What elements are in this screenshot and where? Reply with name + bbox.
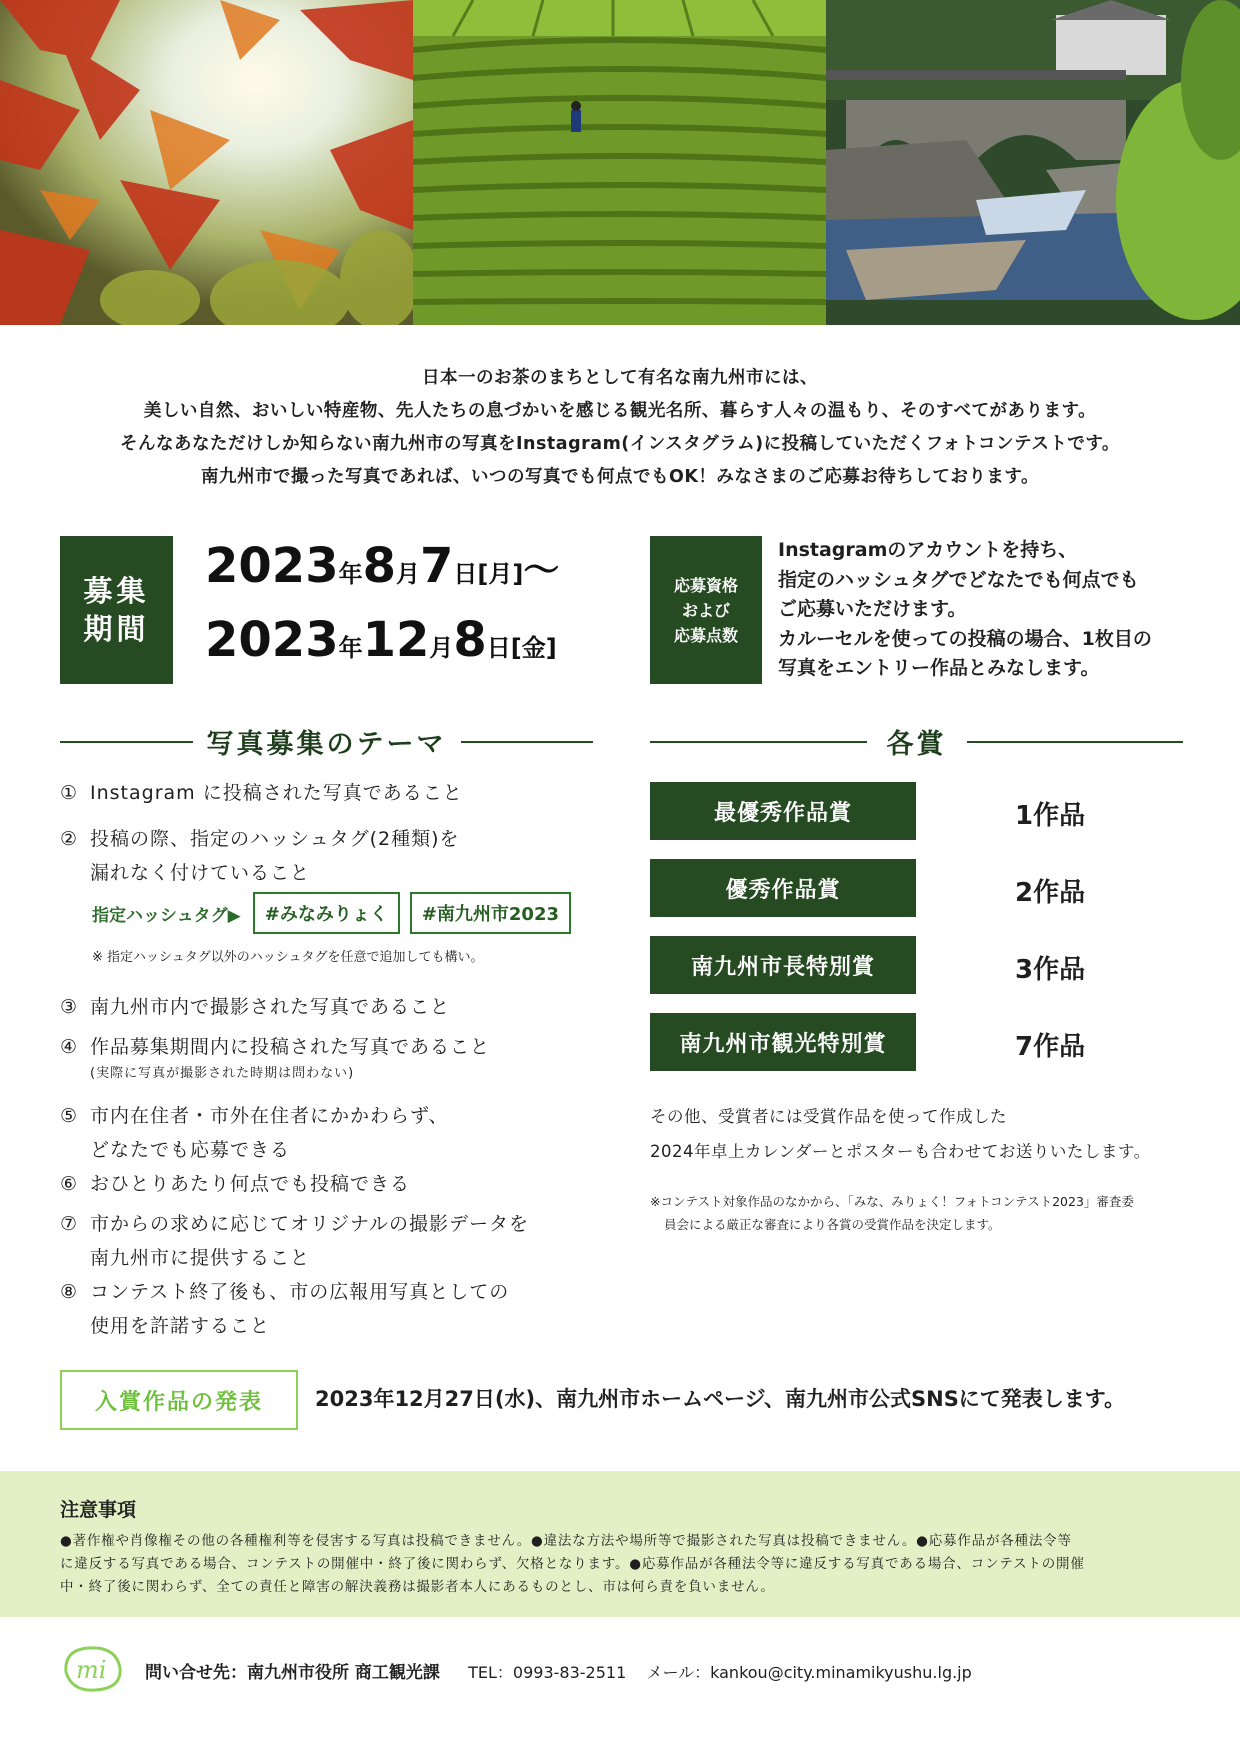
theme-heading [60,722,593,761]
caution-body: ●著作権や肖像権その他の各種権利等を侵害する写真は投稿できません。●違法な方法や場所等で撮影された写真は投稿できません。●応募作品が各種法令等 に違反する写真である場合、コンテストの開催中・終了後に関わらず、欠格となります。●応募作品が各種法令等に違反する写真である場合、コンテストの開催 中・終了後に関わらず、全ての責任と障害の解決義務は撮影者本人にあるものとし、市は何ら責を負いません。 [60,1533,1085,1595]
contact-mail[interactable]: メール：kankou@city.minamikyushu.lg.jp [646,1663,972,1682]
theme-item: ④ 作品募集期間内に投稿された写真であること (実際に写真が撮影された時期は問わない) [60,1036,491,1081]
hashtag-note: ※ 指定ハッシュタグ以外のハッシュタグを任意で追加しても構い。 [92,950,484,965]
minamiryoku-logo [58,1642,128,1694]
period-end-date: 2023年12月8日[金] [205,612,557,668]
announcement-text: 2023年12月27日(水)、南九州市ホームページ、南九州市公式SNSにて発表します。 [315,1387,1126,1411]
award-count: 2作品 [1015,878,1086,908]
period-start-date: 2023年8月7日[月]〜 [205,538,560,594]
theme-item: ② 投稿の際、指定のハッシュタグ(2種類)を 漏れなく付けていること [60,828,460,884]
contact-tel: TEL：0993-83-2511 [468,1663,627,1682]
photo-autumn-leaves [0,0,413,325]
intro-line: 南九州市で撮った写真であれば、いつの写真でも何点でもOK！みなさまのご応募お待ちしております。 [200,467,1040,487]
award-count: 7作品 [1015,1032,1086,1062]
theme-item: ⑤ 市内在住者・市外在住者にかかわらず、 どなたでも応募できる [60,1105,449,1161]
period-label-text: 募集期間 [83,574,150,646]
awards-title: 各賞 [886,729,947,760]
hashtag-label: 指定ハッシュタグ▶ [92,905,241,926]
hashtag-minamiryoku: #みなみりょく [253,892,400,934]
intro-line: 美しい自然、おいしい特産物、先人たちの息づかいを感じる観光名所、暮らす人々の温もり、そのすべてがあります。 [143,401,1097,421]
award-count: 3作品 [1015,955,1086,985]
awards-heading [650,722,1183,761]
intro-text [0,362,1240,494]
photo-tea-field [413,0,826,325]
caution-title: 注意事項 [60,1499,137,1521]
contact-info [145,1658,972,1683]
awards-note: ※コンテスト対象作品のなかから、「みな、みりょく！フォトコンテスト2023」審査委 員会による厳正な審査により各賞の受賞作品を決定します。 [650,1194,1134,1232]
contact-label: 問い合せ先：南九州市役所 商工観光課 [145,1663,440,1683]
award-mayor-special: 南九州市長特別賞 [650,936,916,994]
theme-item: ⑧ コンテスト終了後も、市の広報用写真としての 使用を許諾すること [60,1281,510,1337]
theme-item: ⑥ おひとりあたり何点でも投稿できる [60,1173,411,1195]
awards-extra: その他、受賞者には受賞作品を使って作成した 2024年卓上カレンダーとポスターも合わせてお送りいたします。 [650,1107,1151,1161]
theme-title: 写真募集のテーマ [206,729,447,760]
eligibility-text: Instagramのアカウントを持ち、 指定のハッシュタグでどなたでも何点でも ご応募いただけます。 カルーセルを使っての投稿の場合、1枚目の 写真をエントリー作品とみなします。 [778,539,1152,679]
announcement-label: 入賞作品の発表 [60,1370,298,1430]
hashtag-minamikyushu2023: #南九州市2023 [410,892,571,934]
hashtag-row [92,892,581,934]
photo-stone-bridge [826,0,1240,325]
award-grand-prize: 最優秀作品賞 [650,782,916,840]
intro-line: そんなあなただけしか知らない南九州市の写真をInstagram(インスタグラム)に投稿していただくフォトコンテストです。 [120,434,1120,454]
theme-item: ⑦ 市からの求めに応じてオリジナルの撮影データを 南九州市に提供すること [60,1213,530,1269]
intro-line: 日本一のお茶のまちとして有名な南九州市には、 [422,368,818,388]
award-tourism-special: 南九州市観光特別賞 [650,1013,916,1071]
svg-text:mi: mi [76,1656,107,1684]
award-count: 1作品 [1015,801,1086,831]
theme-item: ③ 南九州市内で撮影された写真であること [60,996,451,1018]
theme-item: ① Instagram に投稿された写真であること [60,782,463,804]
eligibility-label: 応募資格 および 応募点数 [650,536,762,684]
award-excellence: 優秀作品賞 [650,859,916,917]
period-label [60,536,173,684]
